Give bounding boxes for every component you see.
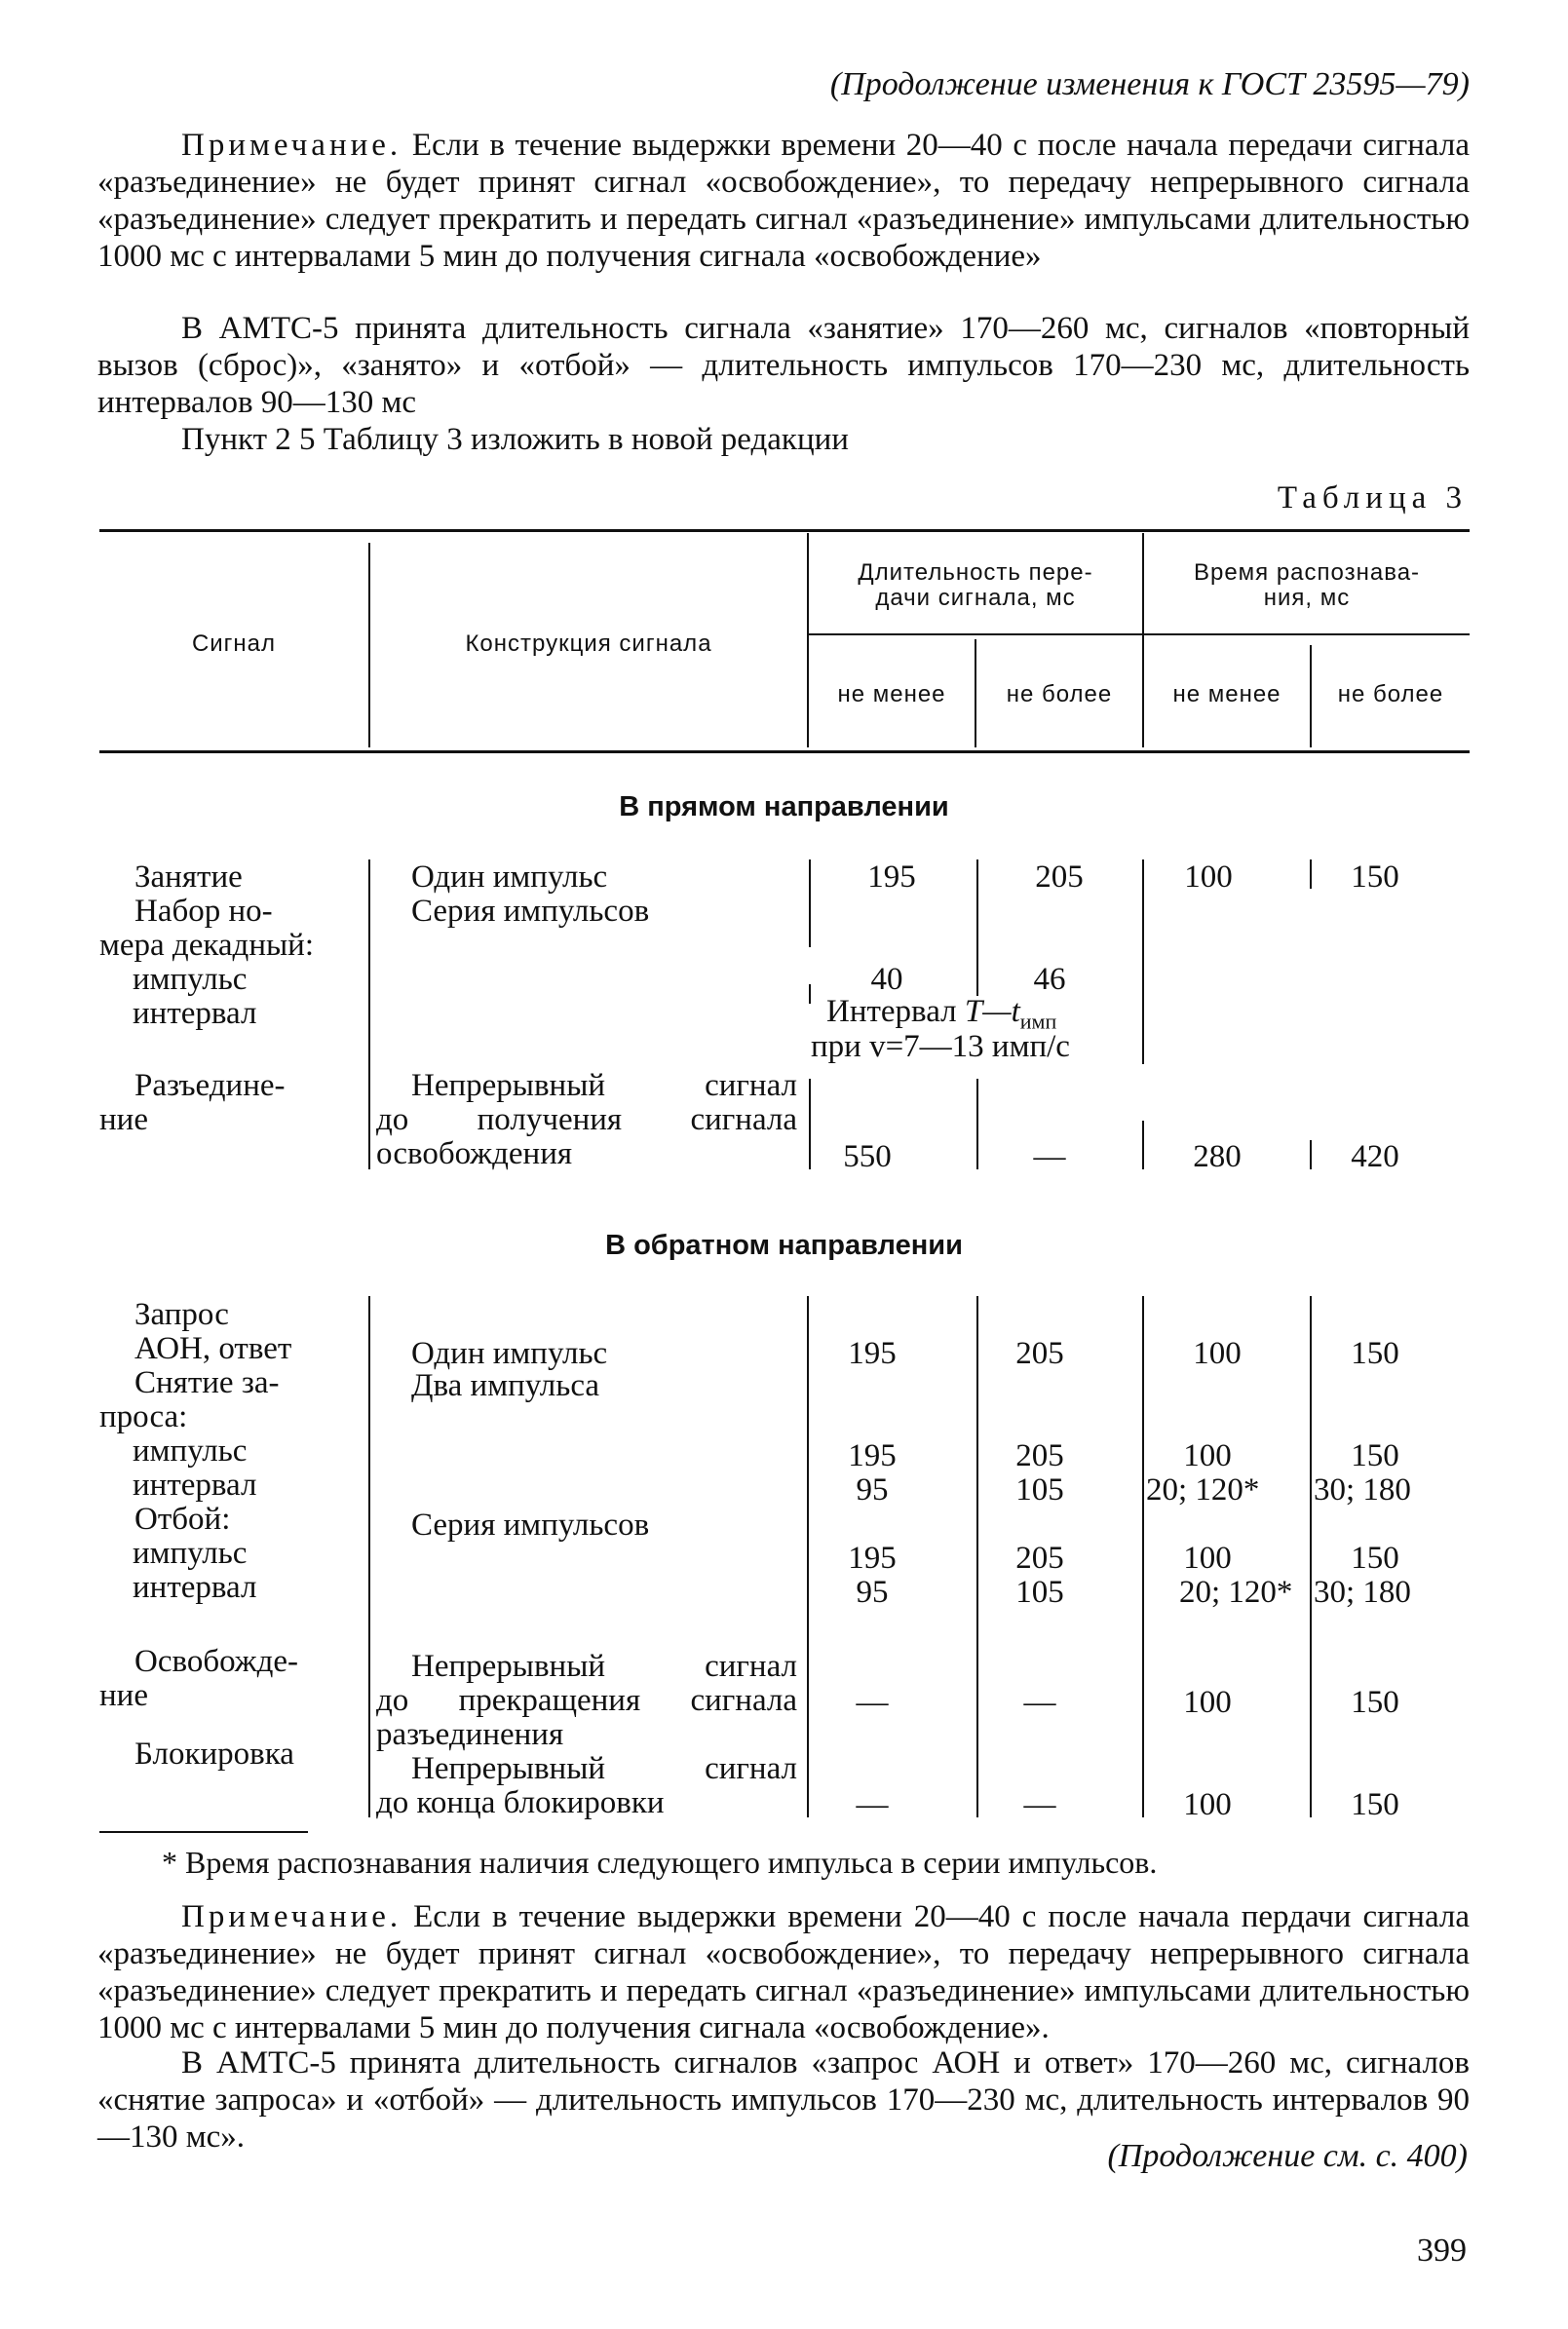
header-rec-max: не более <box>1337 681 1444 707</box>
row-zanyatie-rec-max: 150 <box>1351 859 1399 895</box>
row-zapros-signal-1: Запрос <box>134 1297 229 1332</box>
continuation-header: (Продолжение изменения к ГОСТ 23595—79) <box>829 66 1470 102</box>
row-zapros-rec-max: 150 <box>1351 1336 1399 1371</box>
row-zapros-construction: Один импульс <box>411 1336 608 1371</box>
row-nabor-signal-2: мера декадный: <box>99 928 314 963</box>
footnote-rule <box>99 1831 308 1833</box>
row-snyatie-interval-rec-min: 20; 120* <box>1146 1472 1260 1508</box>
row-snyatie-impuls-dur-min: 195 <box>848 1438 897 1473</box>
row-razed-dur-max: — <box>1033 1139 1066 1174</box>
row-osvob-rec-min: 100 <box>1183 1685 1232 1720</box>
row-zanyatie-signal: Занятие <box>134 859 243 895</box>
row-snyatie-interval-dur-min: 95 <box>856 1472 889 1508</box>
note-label: Примечание. <box>181 128 402 163</box>
row-otboi-construction: Серия импульсов <box>411 1508 650 1543</box>
row-nabor-signal-1: Набор но- <box>134 894 273 929</box>
row-razed-rec-max: 420 <box>1351 1139 1399 1174</box>
row-osvob-dur-max: — <box>1023 1685 1056 1720</box>
row-otboi-interval-rec-max: 30; 180 <box>1314 1575 1411 1610</box>
row-osvob-construction-1: Непрерывный сигнал <box>411 1649 797 1684</box>
row-otboi-impuls-rec-min: 100 <box>1183 1541 1232 1576</box>
row-razed-rec-min: 280 <box>1193 1139 1242 1174</box>
section-reverse-title: В обратном направлении <box>605 1230 963 1261</box>
row-blok-construction-1: Непрерывный сигнал <box>411 1751 797 1786</box>
row-zanyatie-dur-max: 205 <box>1035 859 1084 895</box>
row-otboi-interval-rec-min: 20; 120* <box>1179 1575 1293 1610</box>
header-subdivider <box>809 633 1470 635</box>
fwd-vline-1 <box>368 859 370 1169</box>
row-osvob-signal-1: Освобожде- <box>134 1644 299 1679</box>
section-forward-title: В прямом направлении <box>619 791 949 822</box>
row-razed-construction-1: Непрерывный сигнал <box>411 1068 797 1103</box>
header-signal: Сигнал <box>191 630 277 657</box>
row-otboi-impuls: импульс <box>133 1536 248 1571</box>
row-impuls-dur-max: 46 <box>1033 962 1066 997</box>
row-interval-note-1: Интервал $T—t_{имп}$ <box>826 994 1057 1034</box>
row-otboi-impuls-dur-min: 195 <box>848 1541 897 1576</box>
header-recognition: Время распознава- ния, мс <box>1193 559 1421 611</box>
row-snyatie-interval: интервал <box>133 1468 257 1503</box>
row-otboi-interval-dur-max: 105 <box>1015 1575 1064 1610</box>
row-zapros-dur-min: 195 <box>848 1336 897 1371</box>
row-razed-construction-3: освобождения <box>376 1136 573 1171</box>
row-otboi-interval-dur-min: 95 <box>856 1575 889 1610</box>
row-zanyatie-rec-min: 100 <box>1184 859 1233 895</box>
row-nabor-impuls: импульс <box>133 962 248 997</box>
row-blok-dur-min: — <box>856 1787 889 1822</box>
row-zanyatie-construction: Один импульс <box>411 859 608 895</box>
note-paragraph-1 <box>97 127 1470 275</box>
note-text-2: Если в течение выдержки времени 20—40 с после начала пердачи сигнала «разъединение» не будет принят сигнал «освобождение», то передачу непрерывного сигнала «разъединение» следует прекратить и передать сигнал «разъединение» импульсами длительностью 1000 мс с интервалами 5 мин до получения сигнала «освобождение». <box>97 1899 1470 2045</box>
header-bottom-rule <box>99 750 1470 753</box>
table-caption: Таблица 3 <box>1277 480 1468 515</box>
note-text: Если в течение выдержки времени 20—40 с после начала передачи сигнала «разъединение» не будет принят сигнал «освобождение», то передачу непрерывного сигнала «разъединение» следует прекратить и передать сигнал «разъединение» импульсами длительностью 1000 мс с интервалами 5 мин до получения сигнала «освобождение» <box>97 128 1470 274</box>
row-snyatie-impuls: импульс <box>133 1433 248 1469</box>
row-interval-note-2: при v=7—13 имп/с <box>811 1029 1070 1064</box>
header-dur-min: не менее <box>837 681 946 707</box>
footnote: * Время распознавания наличия следующего импульса в серии импульсов. <box>162 1845 1158 1880</box>
row-impuls-dur-min: 40 <box>870 962 903 997</box>
amts-paragraph-1: В АМТС-5 принята длительность сигнала «занятие» 170—260 мс, сигналов «повторный вызов (сброс)», «занято» и «отбой» — длительность импульсов 170—230 мс, длительность интервалов 90—130 мс <box>97 311 1470 420</box>
row-zapros-signal-2: АОН, ответ <box>134 1331 292 1366</box>
row-snyatie-impuls-rec-min: 100 <box>1183 1438 1232 1473</box>
amts-paragraph-2: В АМТС-5 принята длительность сигналов «запрос АОН и ответ» 170—260 мс, сигналов «снятие запроса» и «отбой» — длительность импульсов 170—230 мс, длительность интервалов 90—130 мс». <box>97 2045 1470 2155</box>
row-snyatie-signal-2: проса: <box>99 1399 188 1434</box>
row-blok-construction-2: до конца блокировки <box>376 1785 665 1820</box>
row-razed-signal-2: ние <box>99 1102 148 1137</box>
row-osvob-rec-max: 150 <box>1351 1685 1399 1720</box>
row-nabor-interval: интервал <box>133 996 257 1031</box>
row-osvob-construction-3: разъединения <box>376 1717 564 1752</box>
table-top-rule <box>99 529 1470 532</box>
row-zapros-dur-max: 205 <box>1015 1336 1064 1371</box>
row-osvob-dur-min: — <box>856 1685 889 1720</box>
row-razed-dur-min: 550 <box>843 1139 892 1174</box>
row-blok-rec-max: 150 <box>1351 1787 1399 1822</box>
row-razed-signal-1: Разъедине- <box>134 1068 286 1103</box>
row-blok-dur-max: — <box>1023 1787 1056 1822</box>
continuation-footer: (Продолжение см. с. 400) <box>1107 2138 1468 2174</box>
header-rec-min: не менее <box>1172 681 1281 707</box>
row-snyatie-impuls-dur-max: 205 <box>1015 1438 1064 1473</box>
row-osvob-signal-2: ние <box>99 1678 148 1713</box>
header-dur-max: не более <box>1006 681 1113 707</box>
rev-vline-1 <box>368 1296 370 1817</box>
row-snyatie-construction: Два импульса <box>411 1368 600 1403</box>
row-zanyatie-dur-min: 195 <box>867 859 916 895</box>
page-number: 399 <box>1417 2233 1467 2269</box>
row-snyatie-impuls-rec-max: 150 <box>1351 1438 1399 1473</box>
row-razed-construction-2: до получения сигнала <box>376 1102 797 1137</box>
row-otboi-impuls-rec-max: 150 <box>1351 1541 1399 1576</box>
clause-paragraph: Пункт 2 5 Таблицу 3 изложить в новой редакции <box>181 422 849 457</box>
row-otboi-signal: Отбой: <box>134 1502 231 1537</box>
row-blok-signal: Блокировка <box>134 1737 294 1772</box>
row-zapros-rec-min: 100 <box>1193 1336 1242 1371</box>
row-otboi-impuls-dur-max: 205 <box>1015 1541 1064 1576</box>
header-duration: Длительность пере- дачи сигнала, мс <box>858 559 1093 611</box>
row-snyatie-interval-rec-max: 30; 180 <box>1314 1472 1411 1508</box>
note-paragraph-2 <box>97 1898 1470 2046</box>
row-otboi-interval: интервал <box>133 1570 257 1605</box>
row-snyatie-signal-1: Снятие за- <box>134 1365 280 1400</box>
row-osvob-construction-2: до прекращения сигнала <box>376 1683 797 1718</box>
header-construction: Конструкция сигнала <box>465 630 712 657</box>
row-nabor-construction: Серия импульсов <box>411 894 650 929</box>
row-blok-rec-min: 100 <box>1183 1787 1232 1822</box>
note-label-2: Примечание. <box>181 1899 402 1934</box>
row-snyatie-interval-dur-max: 105 <box>1015 1472 1064 1508</box>
